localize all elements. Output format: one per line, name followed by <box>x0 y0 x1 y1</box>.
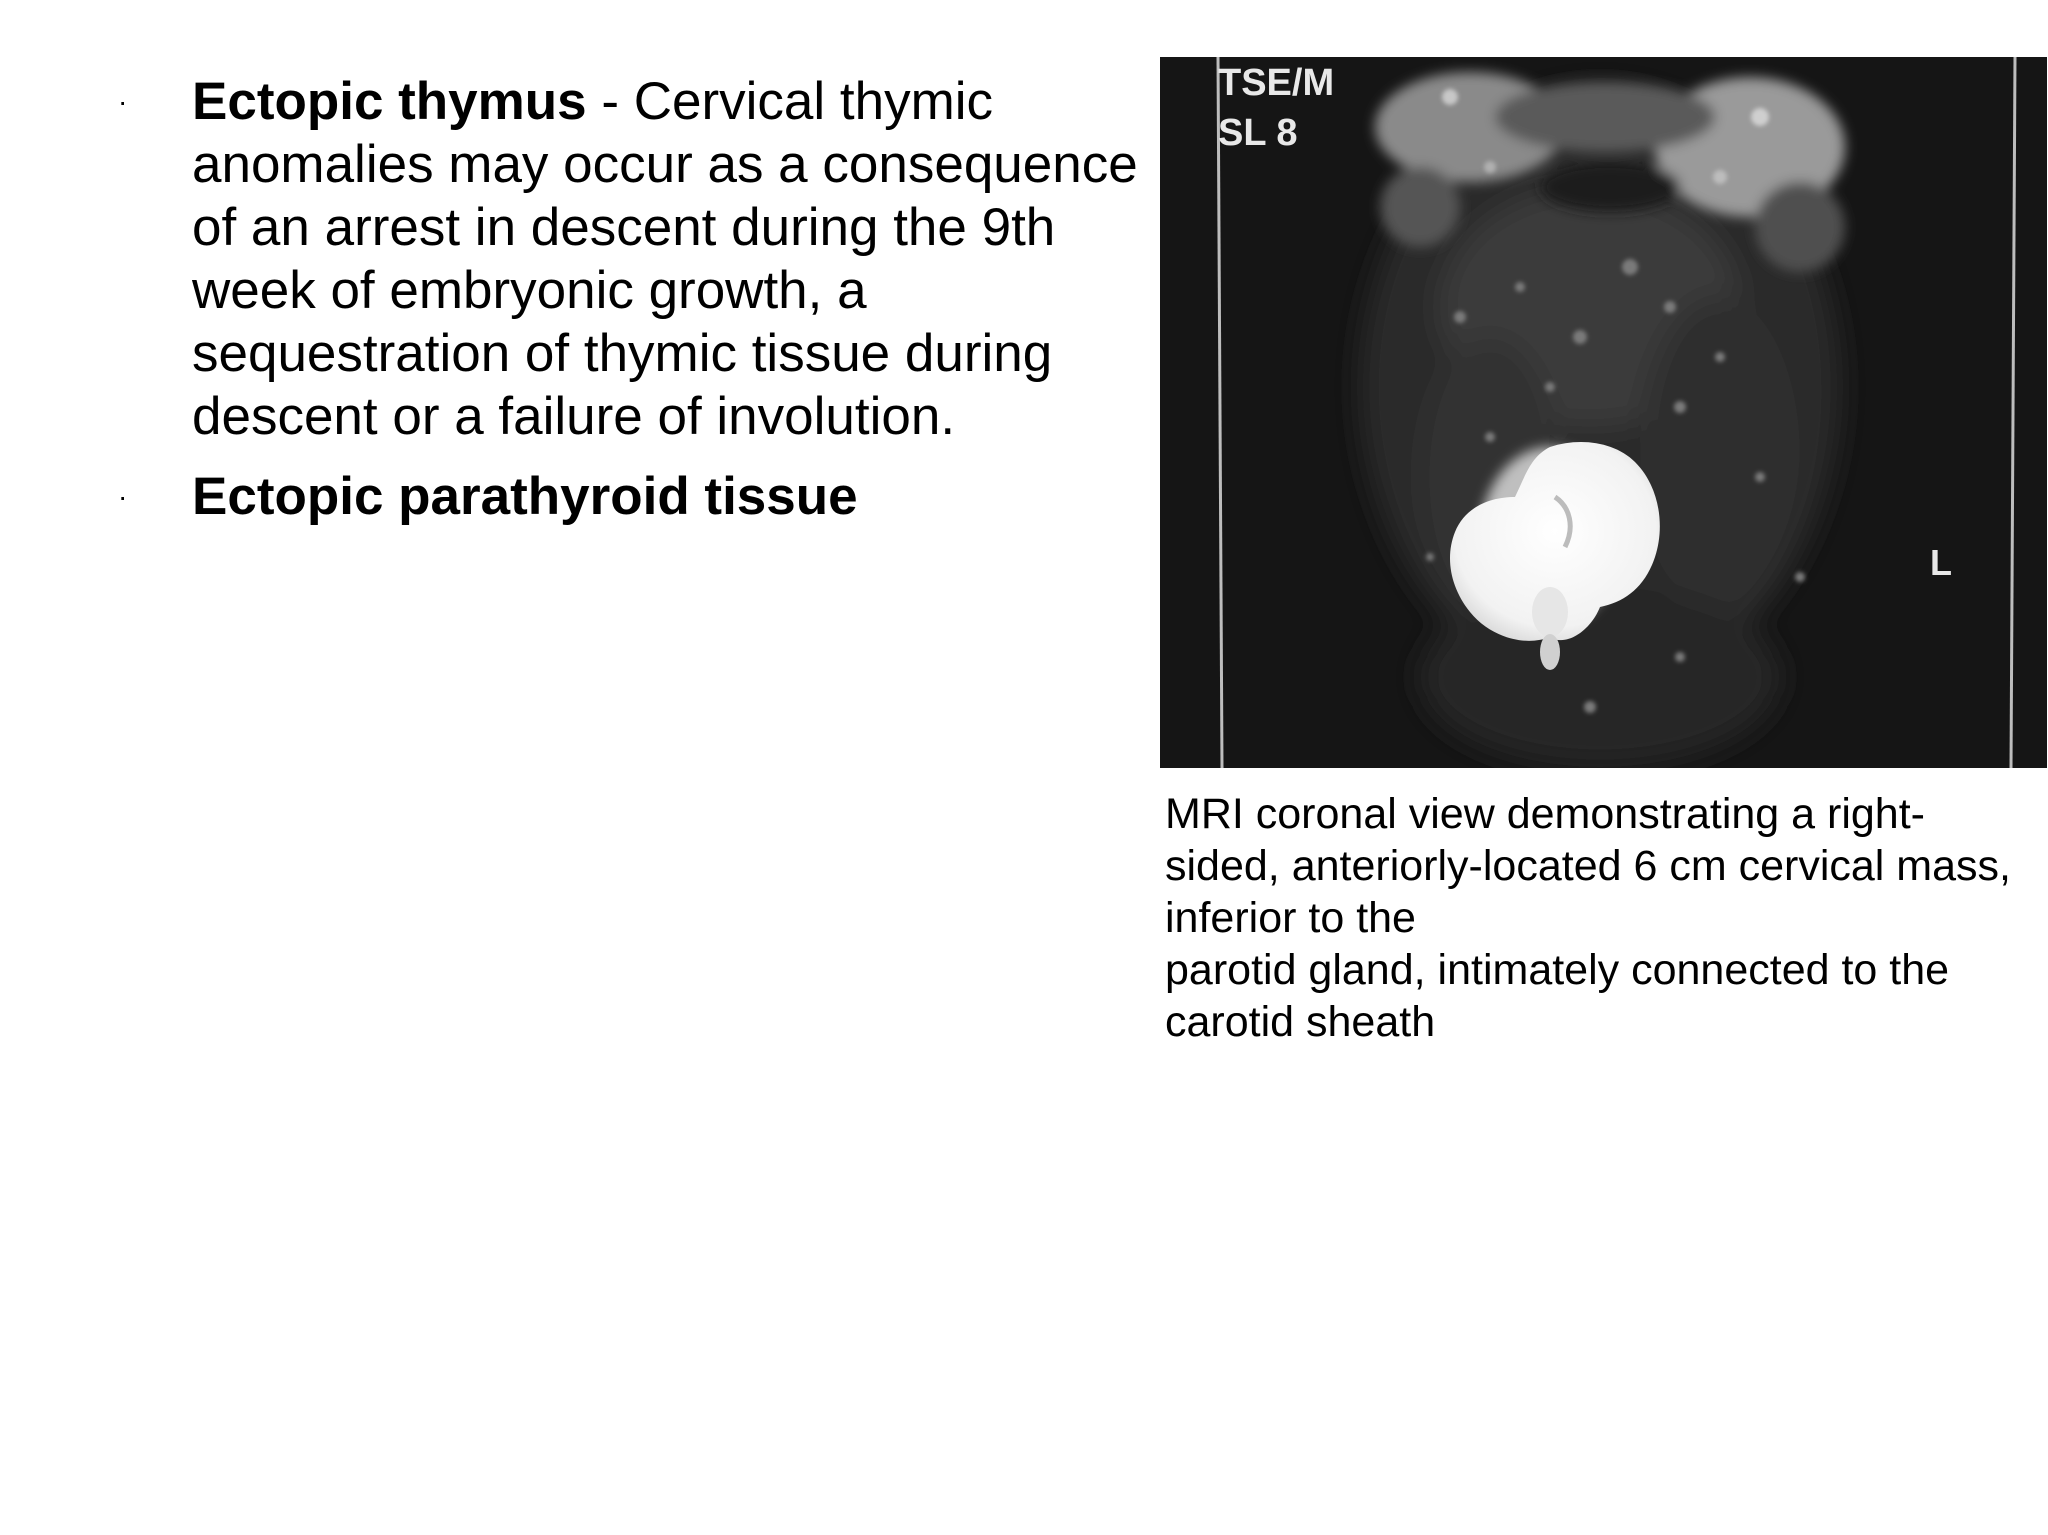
bullet-marker: · <box>118 481 128 512</box>
figure-caption <box>1165 788 2035 1048</box>
bullet-ectopic-thymus <box>118 70 1138 448</box>
mri-coronal-image <box>1160 57 2047 768</box>
bullet-description: - Cervical thymic anomalies may occur as a consequence of an arrest in descent during the 9th week of embryonic growth, a sequestration of thymic tissue during descent or a failure of involution. <box>192 72 1138 446</box>
caption-line: parotid gland, intimately connected to the carotid sheath <box>1165 946 1950 1046</box>
slice-label: SL 8 <box>1218 112 1298 154</box>
bullet-term: Ectopic thymus <box>192 72 587 131</box>
bullet-list <box>118 70 1138 528</box>
bullet-term: Ectopic parathyroid tissue <box>192 467 858 526</box>
mri-scan-drawing <box>1160 57 2047 768</box>
bullet-text <box>192 70 1192 448</box>
bullet-text <box>192 465 1192 528</box>
side-marker-label: L <box>1930 542 1952 583</box>
sequence-label: TSE/M <box>1218 62 1335 104</box>
bullet-marker: · <box>118 86 128 117</box>
caption-line: MRI coronal view demonstrating a right-sided, anteriorly-located 6 cm cervical mass, inferior to the <box>1165 790 2011 942</box>
bullet-ectopic-parathyroid <box>118 465 1118 528</box>
